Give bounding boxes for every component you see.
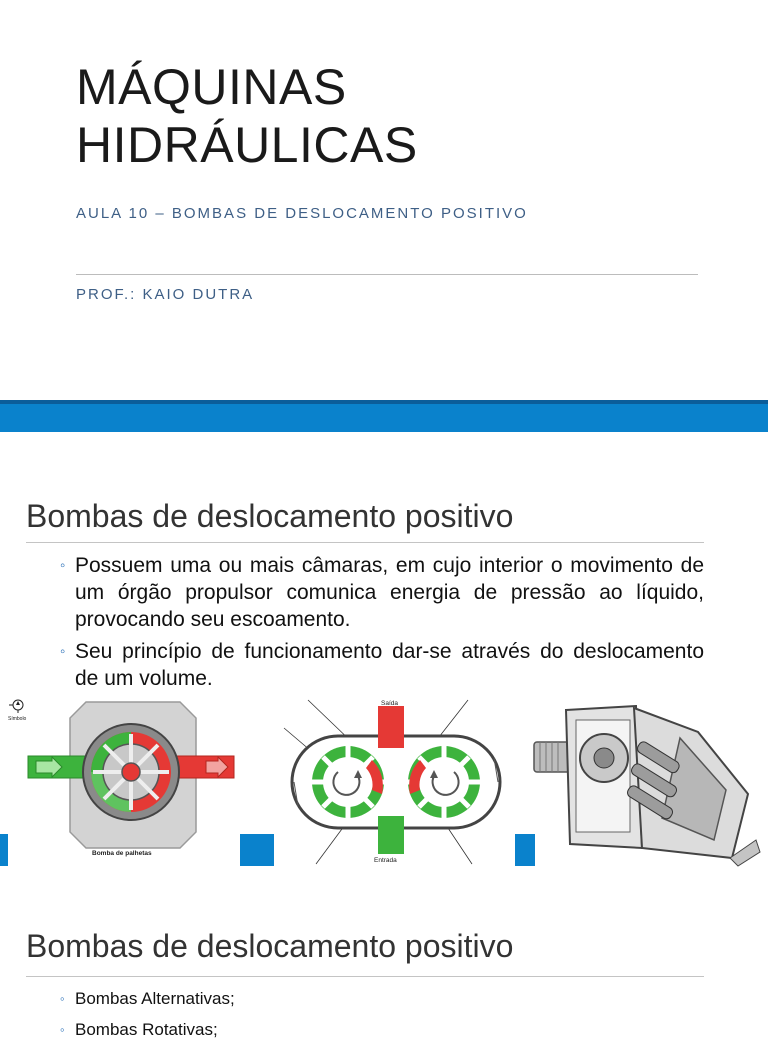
subtitle: AULA 10 – BOMBAS DE DESLOCAMENTO POSITIVO (76, 205, 528, 222)
heading-divider (26, 542, 704, 543)
slide-heading: Bombas de deslocamento positivo (26, 928, 514, 964)
piston-pump-figure (530, 698, 762, 868)
title-divider (76, 274, 698, 275)
slide-separator-band (0, 400, 768, 432)
right-gear (408, 746, 480, 818)
vane-pump-figure (0, 698, 262, 868)
heading-divider (26, 976, 704, 977)
accent-block (515, 834, 535, 866)
left-gear (312, 746, 384, 818)
figure-row (0, 698, 768, 868)
bullet-list (60, 986, 704, 1048)
gear-pump-figure (272, 698, 520, 868)
bullet-item: ◦ Seu princípio de funcionamento dar-se através do deslocamento de um volume. (60, 638, 704, 692)
content-slide-2 (0, 902, 768, 1039)
bullet-item: ◦ Bombas Rotativas; (60, 1017, 704, 1043)
bullet-item: ◦ Bombas Alternativas; (60, 986, 704, 1012)
slide-heading: Bombas de deslocamento positivo (26, 498, 514, 534)
accent-block (240, 834, 274, 866)
symbol-label: Símbolo (8, 716, 27, 722)
inlet-label: Entrada (374, 857, 397, 864)
professor-name: PROF.: KAIO DUTRA (76, 286, 255, 303)
accent-block (0, 834, 8, 866)
main-title: MÁQUINAS HIDRÁULICAS (76, 59, 418, 173)
slide-separator-edge (0, 400, 768, 404)
outlet-label: Saída (381, 700, 398, 707)
bullet-item: ◦ Possuem uma ou mais câmaras, em cujo interior o movimento de um órgão propulsor comunica energia de pressão ao líquido, provocando seu escoamento. (60, 552, 704, 633)
bullet-list (60, 552, 704, 697)
vane-pump-caption: Bomba de palhetas (92, 850, 152, 857)
title-slide (0, 0, 768, 400)
pump-symbol-icon (9, 700, 23, 713)
content-slide-1 (0, 432, 768, 902)
